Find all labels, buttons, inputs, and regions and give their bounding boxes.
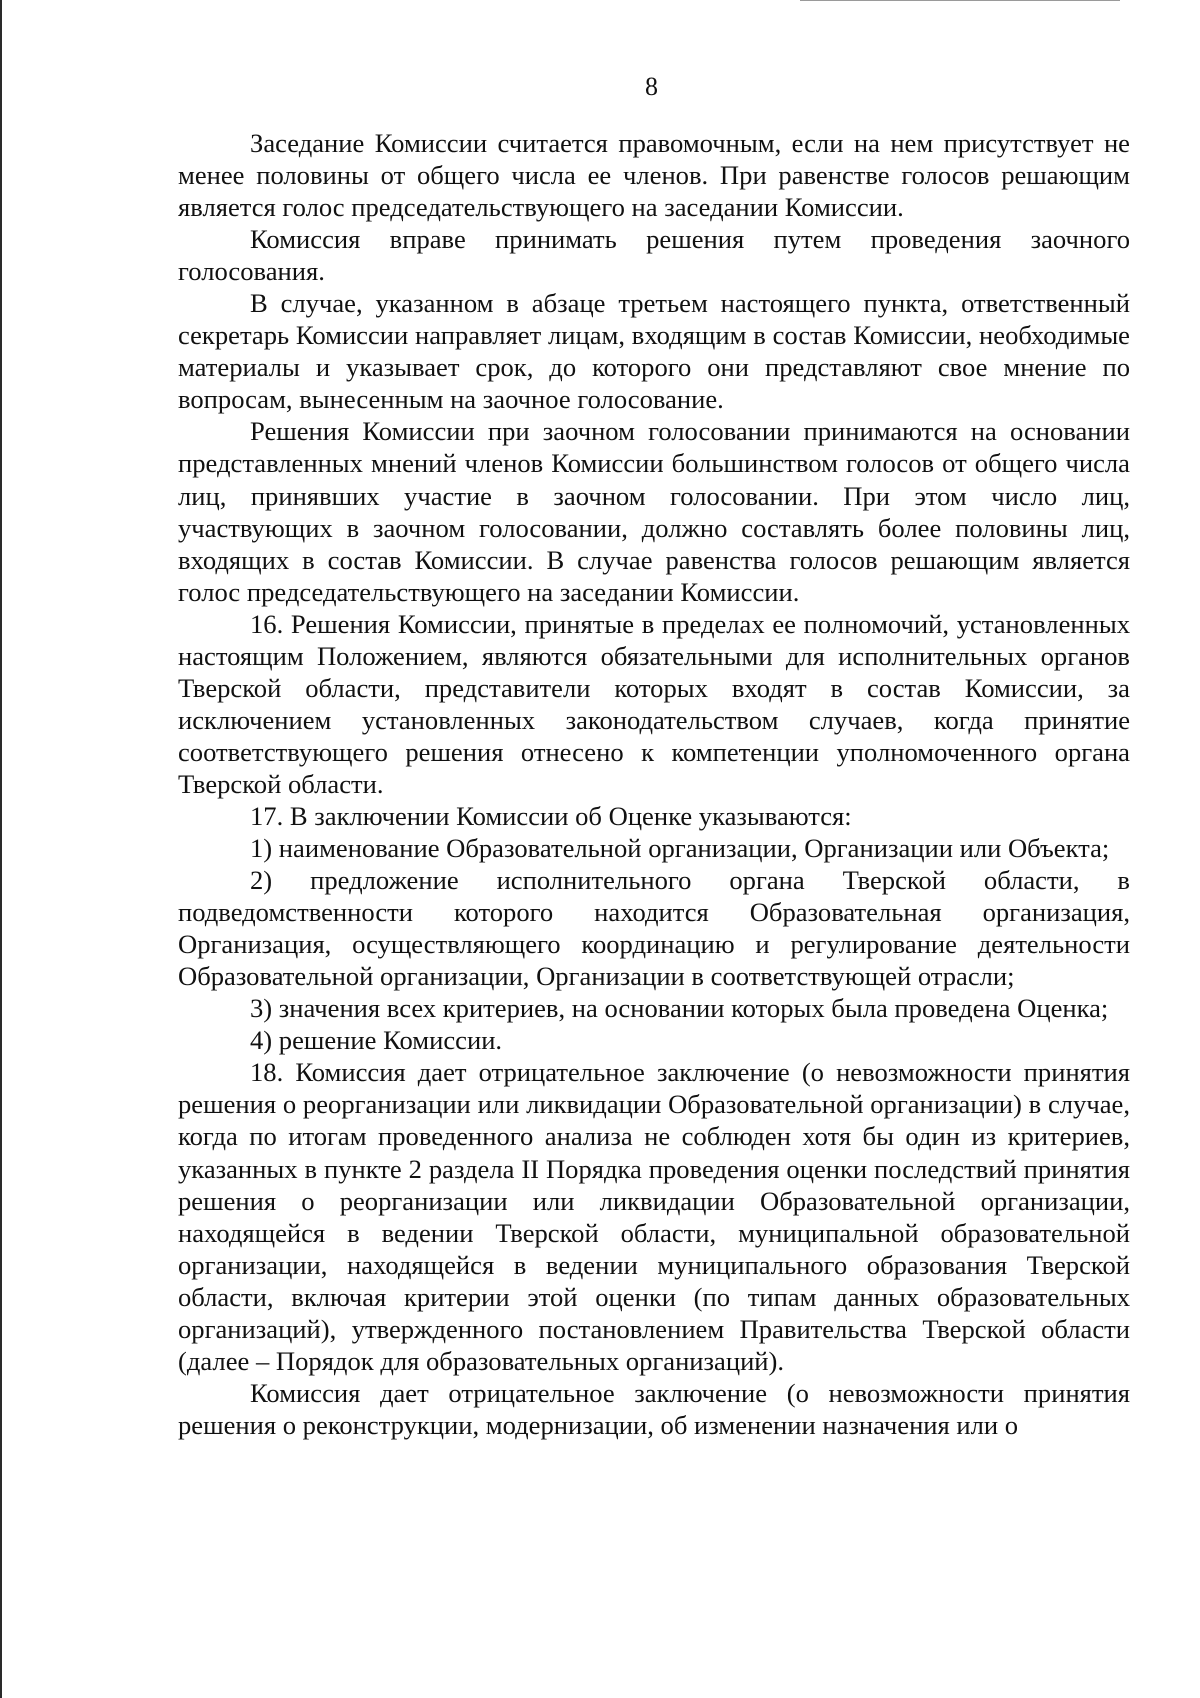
paragraph-secretary-materials: В случае, указанном в абзаце третьем настоящего пункта, ответственный секретарь Комиссии направляет лицам, входящим в состав Комиссии, необходимые материалы и указывает срок, до которого они представляют свое мнение по вопросам, вынесенным на заочное голосование. — [178, 288, 1130, 415]
paragraph-quorum: Заседание Комиссии считается правомочным, если на нем присутствует не менее половины от общего числа ее членов. При равенстве голосов решающим является голос председательствующего на заседании Комиссии. — [178, 128, 1130, 223]
paragraph-item-17-1: 1) наименование Образовательной организации, Организации или Объекта; — [250, 833, 1110, 864]
paragraph-item-18: 18. Комиссия дает отрицательное заключение (о невозможности принятия решения о реорганизации или ликвидации Образовательной организации) в случае, когда по итогам проведенного анализа не соблюден хотя бы один из критериев, указанных в пункте 2 раздела II Порядка проведения оценки последствий принятия решения о реорганизации или ликвидации Образовательной организации, находящейся в ведении Тверской области, муниципальной образовательной организации, находящейся в ведении муниципального образования Тверской области, включая критерии этой оценки (по типам данных образовательных организаций), утвержденного постановлением Правительства Тверской области (далее – Порядок для образовательных организаций). — [178, 1057, 1130, 1376]
scan-left-edge — [0, 0, 2, 1698]
body-text — [178, 127, 1130, 1441]
paragraph-absentee-voting: Комиссия вправе принимать решения путем проведения заочного голосования. — [178, 224, 1130, 287]
paragraph-item-16: 16. Решения Комиссии, принятые в пределах ее полномочий, установленных настоящим Положением, являются обязательными для исполнительных органов Тверской области, представители которых входят в состав Комиссии, за исключением установленных законодательством случаев, когда принятие соответствующего решения отнесено к компетенции уполномоченного органа Тверской области. — [178, 608, 1130, 799]
paragraph-item-17-2: 2) предложение исполнительного органа Тверской области, в подведомственности которого находится Образовательная организация, Организация, осуществляющего координацию и регулирование деятельности Образовательной организации, Организации в соответствующей отрасли; — [178, 865, 1130, 992]
paragraph-negative-conclusion: Комиссия дает отрицательное заключение (о невозможности принятия решения о реконструкции, модернизации, об изменении назначения или о — [178, 1377, 1130, 1440]
paragraph-absentee-decisions: Решения Комиссии при заочном голосовании принимаются на основании представленных мнений членов Комиссии большинством голосов от общего числа лиц, принявших участие в заочном голосовании. При этом число лиц, участвующих в заочном голосовании, должно составлять более половины лиц, входящих в состав Комиссии. В случае равенства голосов решающим является голос председательствующего на заседании Комиссии. — [178, 416, 1130, 607]
paragraph-item-17-4: 4) решение Комиссии. — [250, 1025, 503, 1056]
paragraph-item-17-3: 3) значения всех критериев, на основании которых была проведена Оценка; — [250, 993, 1109, 1024]
page-number: 8 — [645, 72, 658, 101]
scan-top-edge — [800, 0, 1120, 1]
paragraph-item-17: 17. В заключении Комиссии об Оценке указываются: — [250, 800, 852, 831]
